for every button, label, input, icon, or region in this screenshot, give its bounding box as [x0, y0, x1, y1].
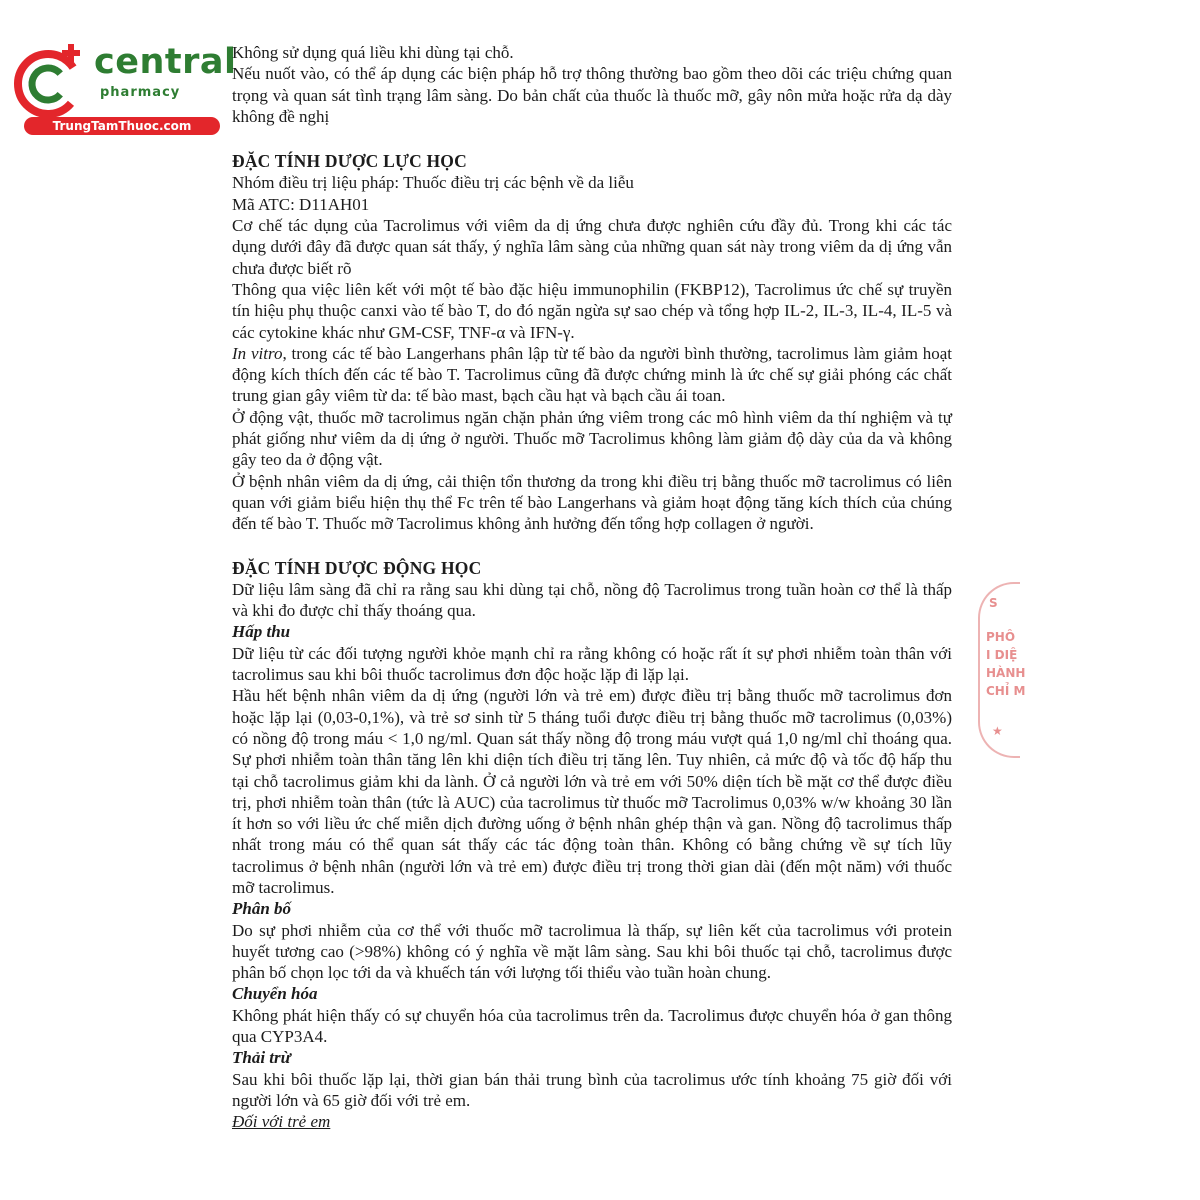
animal-paragraph: Ở động vật, thuốc mỡ tacrolimus ngăn chặn phản ứng viêm trong các mô hình viêm da thí nghiệm và tự phát giống như viêm da dị ứng ở người. Thuốc mỡ Tacrolimus không làm giảm độ dày của da và không gây teo da ở động vật.	[232, 407, 952, 470]
logo-url-badge: TrungTamThuoc.com	[24, 117, 220, 135]
overdose-note: Không sử dụng quá liều khi dùng tại chỗ.	[232, 43, 514, 62]
stamp-line-2: PHÔ	[986, 630, 1016, 644]
stamp-star-icon: ★	[992, 724, 1003, 738]
pharmacodynamics-heading: ĐẶC TÍNH DƯỢC LỰC HỌC	[232, 151, 467, 172]
metabolism-title: Chuyển hóa	[232, 984, 318, 1004]
distribution-paragraph: Do sự phơi nhiễm của cơ thể với thuốc mỡ tacrolimua là thấp, sự liên kết của tacrolimus với protein huyết tương cao (>98%) không có ý nghĩa về mặt lâm sàng. Sau khi bôi thuốc tại chỗ, tacrolimus được phân bố chọn lọc tới da và khuếch tán với lượng tối thiểu vào tuần hoàn chung.	[232, 920, 952, 983]
absorption-paragraph-1: Dữ liệu từ các đối tượng người khỏe mạnh chỉ ra rằng không có hoặc rất ít sự phơi nhiễm toàn thân với tacrolimus sau khi bôi thuốc tacrolimus đơn độc hoặc lặp đi lặp lại.	[232, 643, 952, 685]
logo-sub-text: pharmacy	[100, 85, 181, 100]
stamp-line-1: S	[989, 596, 998, 610]
stamp-line-5: CHỈ M	[986, 684, 1026, 698]
pharmacokinetics-heading: ĐẶC TÍNH DƯỢC ĐỘNG HỌC	[232, 557, 482, 578]
elimination-title: Thải trừ	[232, 1048, 291, 1068]
children-title: Đối với trẻ em	[232, 1112, 331, 1132]
elimination-paragraph: Sau khi bôi thuốc lặp lại, thời gian bán thải trung bình của tacrolimus ước tính khoảng 75 giờ đối với người lớn và 65 giờ đối với trẻ em.	[232, 1069, 952, 1110]
stamp-line-4: HÀNH	[986, 666, 1026, 680]
distribution-title: Phân bố	[232, 899, 292, 919]
atc-code: Mã ATC: D11AH01	[232, 194, 370, 214]
central-pharmacy-logo-icon	[10, 38, 92, 120]
logo-brand-text: central	[94, 42, 237, 82]
central-pharmacy-logo	[10, 38, 237, 138]
mechanism-paragraph: Cơ chế tác dụng của Tacrolimus với viêm da dị ứng chưa được nghiên cứu đầy đủ. Trong khi các tác dụng dưới đây đã được quan sát thấy, ý nghĩa lâm sàng của những quan sát này trong viêm da dị ứng vẫn chưa được biết rõ	[232, 216, 952, 278]
overdose-treatment: Nếu nuốt vào, có thể áp dụng các biện pháp hỗ trợ thông thường bao gồm theo dõi các triệu chứng quan trọng và quan sát tình trạng lâm sàng. Do bản chất của thuốc là thuốc mỡ, gây nôn mửa hoặc rửa dạ dày không đề nghị	[232, 64, 952, 126]
absorption-paragraph-2: Hầu hết bệnh nhân viêm da dị ứng (người lớn và trẻ em) được điều trị bằng thuốc mỡ tacrolimus đơn hoặc lặp lại (0,03-0,1%), và trẻ sơ sinh từ 5 tháng tuổi được điều trị bằng thuốc mỡ tacrolimus (0,03%) có nồng độ trong máu < 1,0 ng/ml. Quan sát thấy nồng độ trong máu vượt quá 1,0 ng/ml chỉ thoáng qua. Sự phơi nhiễm toàn thân tăng lên khi diện tích điều trị tăng lên. Tuy nhiên, cả mức độ và tốc độ hấp thu tại chỗ tacrolimus giảm khi da lành. Ở cả người lớn và trẻ em với 50% diện tích bề mặt cơ thể được điều trị, phơi nhiễm toàn thân (tức là AUC) của tacrolimus từ thuốc mỡ Tacrolimus 0,03% w/w khoảng 30 lần ít hơn so với liều ức chế miễn dịch đường uống ở bệnh nhân ghép thận và gan. Nồng độ tacrolimus thấp nhất trong máu có thể quan sát thấy các tác động toàn thân. Không có bằng chứng về sự tích lũy tacrolimus ở bệnh nhân (người lớn và trẻ em) được điều trị trong thời gian dài (đến một năm) với thuốc mỡ tacrolimus.	[232, 686, 952, 897]
in-vitro-label: In vitro	[232, 343, 283, 363]
red-stamp-fragment	[978, 582, 1026, 758]
stamp-line-3: I DIỆ	[986, 648, 1018, 662]
document-body	[232, 42, 952, 1133]
patient-paragraph: Ở bệnh nhân viêm da dị ứng, cải thiện tổn thương da trong khi điều trị bằng thuốc mỡ tacrolimus có liên quan với giảm biểu hiện thụ thể Fc trên tế bào Langerhans và giảm hoạt động tăng kích thích của chúng đến tế bào T. Thuốc mỡ Tacrolimus không ảnh hưởng đến tổng hợp collagen ở người.	[232, 471, 952, 534]
in-vitro-text: , trong các tế bào Langerhans phân lập từ tế bào da người bình thường, tacrolimus làm giảm hoạt động kích thích đến các tế bào T. Tacrolimus cũng đã được chứng minh là ức chế sự giải phóng các chất trung gian gây viêm từ da: tế bào mast, bạch cầu hạt và bạch cầu ái toan.	[232, 343, 952, 406]
pharmacokinetics-intro: Dữ liệu lâm sàng đã chỉ ra rằng sau khi dùng tại chỗ, nồng độ Tacrolimus trong tuần hoàn cơ thể là thấp và khi đo được chỉ thấy thoáng qua.	[232, 579, 952, 621]
therapeutic-group: Nhóm điều trị liệu pháp: Thuốc điều trị các bệnh về da liễu	[232, 173, 634, 193]
absorption-title: Hấp thu	[232, 622, 291, 642]
metabolism-paragraph: Không phát hiện thấy có sự chuyển hóa của tacrolimus trên da. Tacrolimus được chuyển hóa ở gan thông qua CYP3A4.	[232, 1005, 952, 1047]
in-vitro-paragraph	[232, 343, 952, 407]
immunophilin-paragraph: Thông qua việc liên kết với một tế bào đặc hiệu immunophilin (FKBP12), Tacrolimus ức chế sự truyền tín hiệu phụ thuộc canxi vào tế bào T, do đó ngăn ngừa sự sao chép và tổng hợp IL-2, IL-3, IL-4, IL-5 và các cytokine khác như GM-CSF, TNF-α và IFN-γ.	[232, 279, 952, 342]
